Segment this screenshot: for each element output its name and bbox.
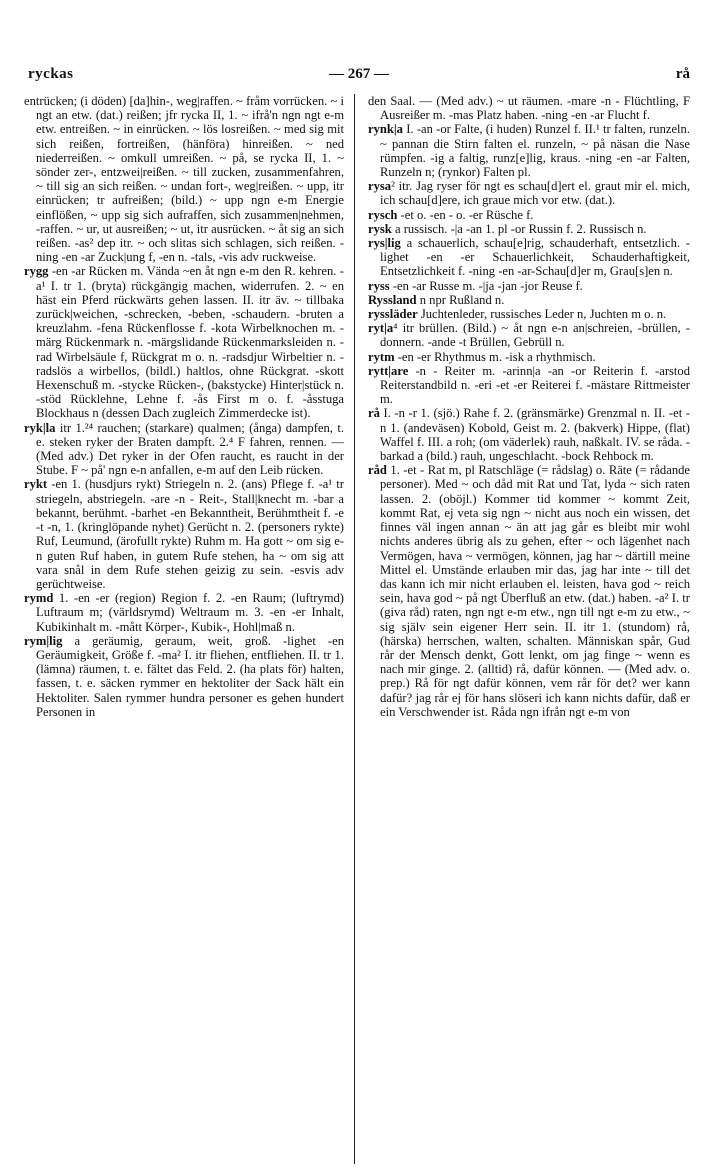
entry: ryss -en -ar Russe m. -|ja -jan -jor Reuse f.: [368, 278, 583, 293]
entry: ryk|la itr 1.²⁴ rauchen; (starkare) qualmen; (ånga) dampfen, t. e. steken ryker der Braten dampft. 2.⁴ F fahren, rennen. — (Med adv.) Det ryker in der Ofen raucht, es raucht in der Stube. F ~ på' ngn e-n anfallen, e-m auf den Leib rücken.: [24, 420, 344, 478]
page-header: [28, 66, 690, 90]
entry: rygg -en -ar Rücken m. Vända ~en åt ngn e-m den R. kehren. -a¹ I. tr 1. (bryta) rückgängig machen, widerrufen. 2. ~ en häst ein Pferd rückwärts gehen lassen. II. itr äv. ~ tillbaka zurück|weichen, -schrecken, -beben, -schaudern. -bruten a kreuzlahm. -fena Rückenflosse f. -kota Wirbelknochen m. -märg Rückenmark n. -märgslidande Rückenmarksleiden n. -rad Wirbelsäule f, Rückgrat m o. n. -radsdjur Wirbeltier n. -radslös a wirbellos, (bildl.) haltlos, ohne Rückgrat. -skott Hexenschuß m. -stycke Rücken-, (bakstycke) Hinter|stück n. -stöd Rücklehne, Lehne f. -ås First m o. f. -åsstuga Blockhaus n (dessen Dach zugleich Zimmerdecke ist).: [24, 264, 344, 421]
right-column: [368, 94, 690, 719]
header-left-word: ryckas: [28, 66, 74, 82]
entry: rykt -en 1. (husdjurs rykt) Striegeln n. 2. (ans) Pflege f. -a¹ tr striegeln, abstriegeln. -are -n - Reit-, Stall|knecht m. -bar a bekannt, berühmt. -barhet -en Bekanntheit, Berühmtheit f. -e -t -n, 1. (kringlöpande nyhet) Gerücht n. 2. (personers rykte) Ruf, Leumund, (ärofullt rykte) Ruhm m. Ha gott ~ om sig e-n guten Ruf haben, in gutem Rufe stehen, ha ~ om sig att vara snål in dem Rufe stehen geizig zu sein. -esvis adv gerüchtweise.: [24, 477, 344, 591]
entry: rytt|are -n - Reiter m. -arinn|a -an -or Reiterin f. -arstod Reiterstandbild n. -eri -et -er Reiterei f. -mästare Rittmeister m.: [368, 363, 691, 407]
entry: rå I. -n -r 1. (sjö.) Rahe f. 2. (gränsmärke) Grenzmal n. II. -et -n 1. (andeväsen) Kobold, Geist m. 2. (bakverk) Hippe, (flat) Waffel f. III. a roh; (om väderlek) rauh, naßkalt. IV. se råda. -barkad a (bild.) rauh, ungeschlacht. -bock Rehbock m.: [368, 406, 690, 464]
entry: den Saal. — (Med adv.) ~ ut räumen. -mare -n - Flüchtling, F Ausreißer m. -mas Platz haben. -ning -en -ar Flucht f.: [368, 94, 690, 123]
entry: rysk a russisch. -|a -an 1. pl -or Russin f. 2. Russisch n.: [368, 221, 647, 236]
header-right-word: rå: [675, 66, 690, 82]
entry: råd 1. -et - Rat m, pl Ratschläge (= rådslag) o. Räte (= rådande personer). Med ~ och dåd mit Rat und Tat, lyda ~ sich raten lassen. 2. (oböjl.) Kommer tid kommer ~ kommt Zeit, kommt Rat, ej veta sig ngn ~ nicht aus noch ein wissen, det finnes väl ingen annan ~ än att jag går es bleibt mir wohl nichts anderes übrig als zu gehen, efter ~ och lägenhet nach Vermögen, hava ~ vermögen, können, jag har ~ därtill meine Mittel el. Umstände erlauben mir das, jag har inte ~ till det das kann ich mir nicht erlauben el. leisten, hava god ~ reich sein, hava god ~ på ngt Überfluß an etw. (dat.) haben. -a² I. tr (giva råd) raten, ngn ngt e-m etw., ngn till ngt e-m zu etw., ~ sig själv sein eigener Herr sein. II. itr 1. (stundom) rå, (härska) herrschen, walten, schalten. Människan spår, Gud rår der Mensch denkt, Gott lenkt, om jag finge ~ wenn es nach mir ginge. 2. (alltid) rå, dafür können. — (Med adv. o. prep.) Rå för ngt dafür können, vem rår för det? wer kann dafür? jag rår ej för hans slöseri ich kann nichts dafür, daß er ein Verschwender ist. Råda ngn ifrån ngt e-m von: [368, 463, 690, 719]
column-divider: [354, 94, 355, 1164]
entry: ryssläder Juchtenleder, russisches Leder n, Juchten m o. n.: [368, 307, 667, 322]
entry: rym|lig a geräumig, geraum, weit, groß. -lighet -en Geräumigkeit, Größe f. -ma² I. itr fliehen, entfliehen. II. tr 1. (lämna) räumen, t. e. fältet das Feld. 2. (ha plats för) halten, fassen, t. e. säcken rymmer en hektoliter der Sack hält ein Hektoliter. Salen rymmer hundra personer es gehen hundert Personen in: [24, 633, 344, 719]
entry: rysch -et o. -en - o. -er Rüsche f.: [368, 207, 534, 222]
page-number: — 267 —: [329, 66, 389, 82]
entry: rynk|a I. -an -or Falte, (i huden) Runzel f. II.¹ tr falten, runzeln. ~ pannan die Stirn falten el. runzeln, ~ på näsan die Nase rümpfen. -ig a faltig, runz[e]lig, kraus. -ning -en -ar Falten, Runzeln n; (rynkor) Falten pl.: [368, 122, 690, 180]
entry: rysa² itr. Jag ryser för ngt es schau[d]ert el. graut mir el. mich, ich schau[d]ere, ich graue mich vor etw. (dat.).: [368, 179, 690, 208]
entry: entrücken; (i döden) [da]hin-, weg|raffen. ~ fråm vorrücken. ~ i ngt an etw. (dat.) reißen; jfr rycka II, 1. ~ ifrå'n ngn ngt e-m etw. entreißen. ~ in einrücken. ~ lös losreißen. ~ med sig mit sich reißen, fortreißen, (hänföra) hinreißen. ~ ned niederreißen. ~ omkull umreißen. ~ på, se rycka II, 1. ~ sönder zer-, entzwei|reißen. ~ till zucken, zusammenfahren, ~ till sig an sich reißen. ~ undan fort-, weg|reißen. ~ upp, itr einrücken; tr aufreißen; (bild.) ~ upp ngn e-m Energie einflößen, ~ upp sig sich aufraffen, sich zusammen|nehmen, -raffen. ~ ur, ut ausreißen; ~ ut, itr ausrücken. ~ åt sig an sich reißen. -as² dep itr. ~ och slitas sich schlagen, sich reißen. -ning -en -ar Zuck|ung f, -en n. -tals, -vis adv ruckweise.: [24, 94, 344, 265]
entry: Ryssland n npr Rußland n.: [368, 292, 505, 307]
left-column: [24, 94, 344, 719]
entry: rys|lig a schauerlich, schau[e]rig, schauderhaft, entsetzlich. -lighet -en -er Schauerlichkeit, Schauderhaftigkeit, Entsetzlichkeit f. -ning -en -ar-Schau[d]er m, Grau[s]en n.: [368, 236, 690, 279]
entry: rytm -en -er Rhythmus m. -isk a rhythmisch.: [368, 349, 596, 364]
entry: rymd 1. -en -er (region) Region f. 2. -en Raum; (luftrymd) Luftraum m; (världsrymd) Weltraum m. 3. -en -er Inhalt, Kubikinhalt m. -mått Körper-, Kubik-, Hohl|maß n.: [24, 591, 344, 634]
entry: ryt|a⁴ itr brüllen. (Bild.) ~ åt ngn e-n an|schreien, -brüllen, -donnern. -ande -t Brüllen, Gebrüll n.: [368, 321, 690, 350]
